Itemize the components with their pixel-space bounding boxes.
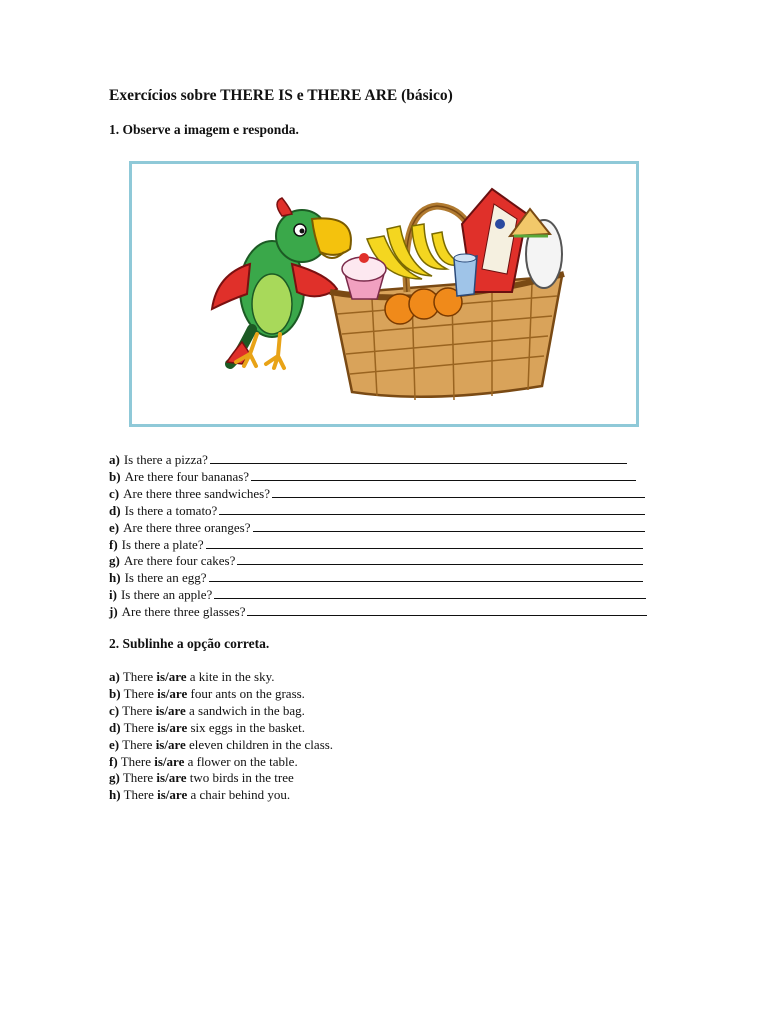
item-letter: e) [109, 736, 120, 752]
choice-option[interactable]: is/are [154, 753, 185, 769]
item-post: a chair behind you. [190, 787, 291, 803]
answer-blank[interactable] [206, 537, 643, 549]
item-post: a flower on the table. [187, 753, 298, 769]
question-letter: c) [109, 485, 120, 501]
illustration-svg [132, 164, 636, 424]
item-letter: a) [109, 669, 120, 684]
answer-blank[interactable] [210, 452, 627, 464]
item-pre: There [122, 669, 154, 684]
question-c [109, 486, 645, 503]
question-text: Are there three oranges? [123, 519, 251, 535]
choice-option[interactable]: is/are [157, 685, 188, 701]
question-g [109, 553, 643, 570]
item-pre: There [123, 719, 154, 735]
item-letter: h) [109, 787, 121, 803]
question-text: Are there four cakes? [123, 553, 236, 569]
exercise-2-item [109, 720, 333, 737]
question-b [109, 469, 636, 486]
item-letter: d) [109, 719, 121, 735]
section-2-heading: 2. Sublinhe a opção correta. [109, 636, 270, 651]
item-letter: f) [109, 753, 118, 769]
question-text: Is there an apple? [120, 587, 213, 603]
question-f [109, 537, 643, 554]
exercise-2-item [109, 703, 333, 720]
question-text: Is there a tomato? [124, 502, 218, 518]
item-pre: There [122, 770, 154, 786]
item-pre: There [122, 702, 153, 718]
item-post: six eggs in the basket. [190, 719, 305, 735]
item-letter: g) [109, 770, 120, 786]
exercise-2-item [109, 669, 333, 686]
picnic-illustration [129, 161, 639, 427]
answer-blank[interactable] [253, 520, 645, 532]
question-i [109, 587, 646, 604]
exercise-2-item [109, 754, 333, 771]
question-text: Is there a plate? [121, 536, 204, 552]
question-text: Is there a pizza? [123, 452, 208, 467]
question-letter: j) [109, 604, 118, 620]
answer-blank[interactable] [237, 553, 643, 565]
question-letter: b) [109, 468, 121, 484]
question-text: Is there an egg? [124, 570, 207, 586]
question-letter: h) [109, 570, 121, 586]
exercise-2-item [109, 686, 333, 703]
choice-option[interactable]: is/are [157, 719, 188, 735]
choice-option[interactable]: is/are [155, 702, 186, 718]
section-1-heading: 1. Observe a imagem e responda. [109, 122, 299, 137]
question-letter: g) [109, 553, 120, 569]
item-pre: There [122, 736, 153, 752]
item-pre: There [123, 787, 154, 803]
question-text: Are there three sandwiches? [123, 485, 271, 501]
question-text: Are there three glasses? [121, 604, 246, 620]
choice-option[interactable]: is/are [156, 770, 187, 786]
item-pre: There [123, 685, 154, 701]
answer-blank[interactable] [219, 503, 645, 515]
item-post: two birds in the tree [189, 770, 294, 786]
question-h [109, 570, 643, 587]
question-text: Are there four bananas? [124, 468, 250, 484]
exercise-2-item [109, 770, 333, 787]
answer-blank[interactable] [209, 570, 644, 582]
question-letter: e) [109, 519, 120, 535]
item-letter: c) [109, 702, 120, 718]
item-letter: b) [109, 685, 121, 701]
exercise-2-item [109, 787, 333, 804]
parrot-icon [212, 198, 351, 368]
item-post: a kite in the sky. [189, 669, 275, 684]
question-letter: f) [109, 536, 118, 552]
choice-option[interactable]: is/are [157, 787, 188, 803]
item-pre: There [120, 753, 151, 769]
exercise-2-item [109, 737, 333, 754]
page-title: Exercícios sobre THERE IS e THERE ARE (básico) [109, 87, 453, 104]
choice-option[interactable]: is/are [156, 669, 187, 684]
exercise-2-list [109, 669, 333, 804]
question-list [109, 452, 654, 621]
question-a [109, 452, 627, 469]
choice-option[interactable]: is/are [155, 736, 186, 752]
question-d [109, 503, 645, 520]
answer-blank[interactable] [251, 469, 636, 481]
question-e [109, 520, 645, 537]
answer-blank[interactable] [247, 604, 647, 616]
answer-blank[interactable] [272, 486, 645, 498]
question-letter: i) [109, 587, 117, 603]
question-letter: d) [109, 502, 121, 518]
item-post: eleven children in the class. [189, 736, 334, 752]
item-post: four ants on the grass. [190, 685, 305, 701]
question-letter: a) [109, 452, 120, 467]
answer-blank[interactable] [214, 587, 646, 599]
item-post: a sandwich in the bag. [189, 702, 305, 718]
question-j [109, 604, 647, 621]
glass-icon [454, 254, 477, 296]
